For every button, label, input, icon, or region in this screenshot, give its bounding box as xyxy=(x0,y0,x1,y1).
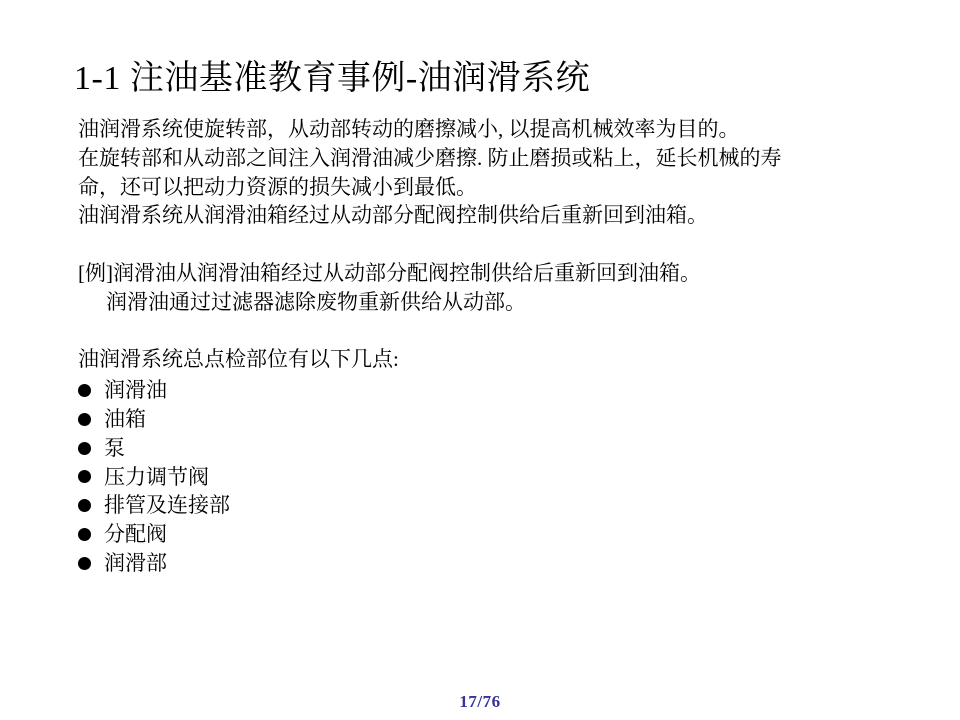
blank-line xyxy=(78,230,782,259)
checklist-item-label: 压力调节阀 xyxy=(104,464,209,489)
body-line: 命，还可以把动力资源的损失减小到最低。 xyxy=(78,174,477,199)
checklist-item-label: 分配阀 xyxy=(104,522,167,547)
blank-line xyxy=(78,317,782,346)
slide-title: 1-1 注油基准教育事例-油润滑系统 xyxy=(74,60,591,97)
bullet-icon xyxy=(78,384,91,397)
paragraph-intro xyxy=(78,115,782,230)
checklist-item-label: 润滑油 xyxy=(104,378,167,403)
bullet-icon xyxy=(78,557,91,570)
bullet-icon xyxy=(78,499,91,512)
bullet-icon xyxy=(78,528,91,541)
checklist-item xyxy=(78,376,782,405)
example-line-1: [例]润滑油从润滑油箱经过从动部分配阀控制供给后重新回到油箱。 xyxy=(78,260,701,285)
bullet-icon xyxy=(78,413,91,426)
bullet-icon xyxy=(78,442,91,455)
checklist-item-label: 泵 xyxy=(104,435,125,460)
slide-body xyxy=(78,115,782,578)
body-line: 在旋转部和从动部之间注入润滑油减少磨擦. 防止磨损或粘上，延长机械的寿 xyxy=(78,145,782,170)
checklist-item xyxy=(78,491,782,520)
checklist-item xyxy=(78,549,782,578)
checklist-item xyxy=(78,520,782,549)
example-line-2: 润滑油通过过滤器滤除废物重新供给从动部。 xyxy=(106,289,526,314)
checklist-item xyxy=(78,463,782,492)
paragraph-example xyxy=(78,259,782,317)
body-line: 油润滑系统从润滑油箱经过从动部分配阀控制供给后重新回到油箱。 xyxy=(78,203,708,228)
body-line: 油润滑系统使旋转部，从动部转动的磨擦减小, 以提高机械效率为目的。 xyxy=(78,117,740,141)
checklist-heading: 油润滑系统总点检部位有以下几点: xyxy=(78,347,399,372)
page-number-indicator: 17/76 xyxy=(459,692,501,711)
bullet-icon xyxy=(78,470,91,483)
checklist xyxy=(78,376,782,578)
checklist-item-label: 排管及连接部 xyxy=(104,493,230,518)
checklist-item xyxy=(78,405,782,434)
checklist-item-label: 润滑部 xyxy=(104,550,167,575)
checklist-item-label: 油箱 xyxy=(104,406,146,431)
checklist-item xyxy=(78,434,782,463)
